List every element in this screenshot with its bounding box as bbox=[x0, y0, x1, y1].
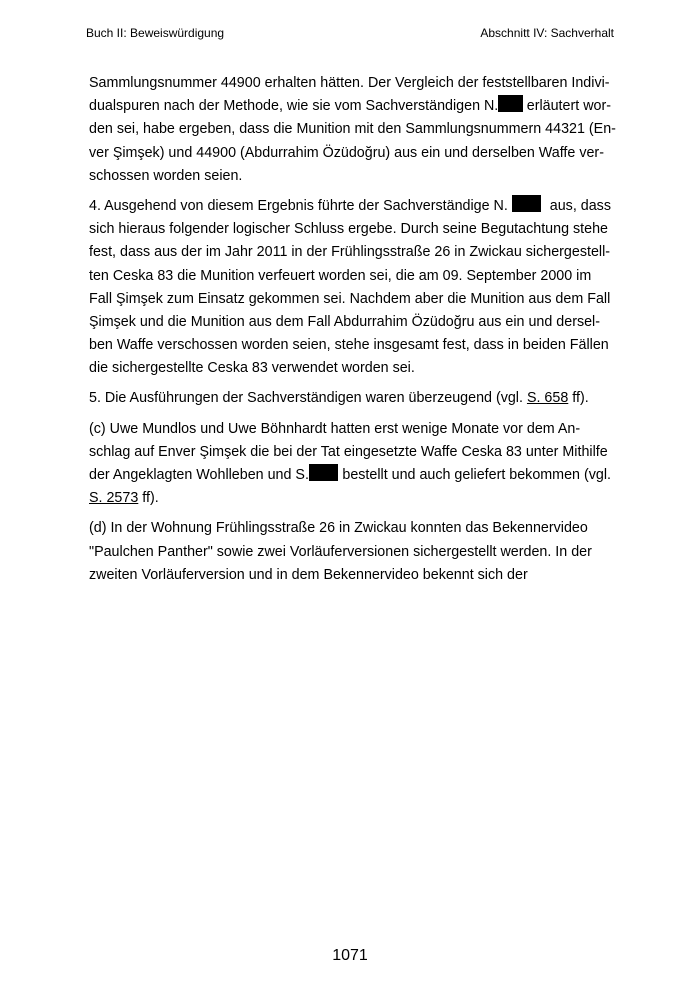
text-word: dualspuren nach der Methode, wie sie vom Sachverständigen N. bbox=[89, 98, 499, 115]
text-line: Fall Şimşek zum Einsatz gekommen sei. Nachdem aber die Munition aus dem Fall bbox=[89, 290, 611, 307]
paragraph bbox=[89, 418, 611, 511]
text-line bbox=[89, 464, 611, 487]
header-book-title: Buch II: Beweiswürdigung bbox=[86, 26, 225, 40]
text-word: der Angeklagten Wohlleben und S. bbox=[89, 467, 309, 483]
text-word: 5. Die Ausführungen der Sachverständigen waren überzeugend (vgl. bbox=[89, 390, 527, 407]
text-line: (c) Uwe Mundlos und Uwe Böhnhardt hatten erst wenige Monate vor dem An- bbox=[89, 420, 581, 437]
redaction-box bbox=[498, 95, 523, 112]
text-line: Sammlungsnummer 44900 erhalten hätten. Der Vergleich der feststellbaren Indivi- bbox=[89, 75, 610, 91]
document-body bbox=[89, 72, 616, 594]
text-line: Şimşek und die Munition aus dem Fall Abdurrahim Özüdoğru aus ein und dersel- bbox=[89, 313, 600, 330]
text-line: ver Şimşek) und 44900 (Abdurrahim Özüdoğru) aus ein und derselben Waffe ver- bbox=[89, 144, 604, 161]
paragraph bbox=[89, 387, 611, 410]
text-line: schossen worden seien. bbox=[89, 167, 243, 184]
text-word: bestellt und auch geliefert bekommen (vgl. bbox=[338, 467, 611, 483]
page-reference-link[interactable]: S. 658 bbox=[526, 390, 569, 407]
page-reference-link[interactable]: S. 2573 bbox=[89, 490, 139, 507]
text-line: sich hieraus folgender logischer Schluss ergebe. Durch seine Begutachtung stehe bbox=[89, 221, 608, 238]
paragraph bbox=[89, 72, 616, 188]
text-word: erläutert wor- bbox=[522, 98, 611, 115]
text-line bbox=[89, 195, 611, 218]
text-word: 4. Ausgehend von diesem Ergebnis führte der Sachverständige N. bbox=[89, 197, 508, 214]
text-line: die sichergestellte Ceska 83 verwendet worden sei. bbox=[89, 360, 415, 377]
page-number: 1071 bbox=[332, 947, 368, 964]
text-word: ff). bbox=[568, 390, 589, 407]
text-line: ten Ceska 83 die Munition verfeuert worden sei, die am 09. September 2000 im bbox=[89, 267, 592, 284]
text-line: schlag auf Enver Şimşek die bei der Tat eingesetzte Waffe Ceska 83 unter Mithilfe bbox=[89, 443, 608, 460]
text-line bbox=[89, 487, 611, 510]
paragraph bbox=[89, 517, 611, 587]
text-line: den sei, habe ergeben, dass die Munition mit den Sammlungsnummern 44321 (En- bbox=[89, 121, 616, 138]
text-line: zweiten Vorläuferversion und in dem Bekennervideo bekennt sich der bbox=[89, 566, 528, 583]
redaction-box bbox=[512, 195, 541, 212]
header-section-title: Abschnitt IV: Sachverhalt bbox=[480, 26, 614, 40]
text-line: ben Waffe verschossen worden seien, stehe insgesamt fest, dass in beiden Fällen bbox=[89, 337, 609, 354]
text-line: fest, dass aus der im Jahr 2011 in der Frühlingsstraße 26 in Zwickau sichergestell- bbox=[89, 244, 611, 261]
text-word: ff). bbox=[138, 490, 159, 507]
text-line bbox=[89, 95, 611, 118]
text-line: "Paulchen Panther" sowie zwei Vorläuferversionen sichergestellt werden. In der bbox=[89, 543, 592, 560]
text-line bbox=[89, 387, 611, 410]
page-header bbox=[86, 26, 614, 42]
text-line: (d) In der Wohnung Frühlingsstraße 26 in Zwickau konnten das Bekennervideo bbox=[89, 520, 588, 537]
paragraph bbox=[89, 195, 611, 381]
text-word: aus, dass bbox=[545, 197, 611, 214]
redaction-box bbox=[309, 464, 338, 481]
